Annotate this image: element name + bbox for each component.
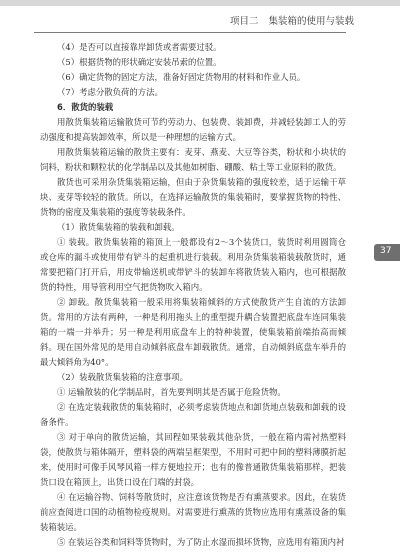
paragraph: ① 装载。散货集装箱的箱顶上一般都设有2～3个装货口，装货时利用圆筒仓或仓库的漏斗或使用带有铲斗的起重机进行装载。利用杂货集装箱装载散货时，通常要把箱门打开后，用皮带输送机或带铲斗的装卸车将散货装入箱内，也可根据散货的特性，用导管利用空气把货物吹入箱内。 xyxy=(40,237,346,292)
paragraph: （4）是否可以直接靠岸卸货或者需要过驳。 xyxy=(57,42,222,52)
paragraph: ② 卸载。散货集装箱一般采用将集装箱倾斜的方式使散货产生自流的方法卸货。常用的方法有两种，一种是利用拖头上的重型提升耦合装置把底盘车连同集装箱的一端一并举升；另一种是利用底盘车上的特种装置，使集装箱前端抬高而倾斜。现在国外常见的是用自动倾斜底盘车卸载散货。通常，自动倾斜底盘车举升的最大倾斜角为40°。 xyxy=(40,297,346,367)
page-header xyxy=(0,0,400,40)
paragraph: （2）装载散货集装箱的注意事项。 xyxy=(57,372,188,382)
paragraph: ① 运输散装的化学制品时，首先要判明其是否属于危险货物。 xyxy=(57,387,286,397)
section-heading: 6．散货的装载 xyxy=(57,102,114,112)
paragraph: 用散货集装箱运输散货可节约劳动力、包装费、装卸费，并减轻装卸工人的劳动强度和提高装卸效率，所以是一种理想的运输方式。 xyxy=(40,117,346,142)
header-rule xyxy=(34,32,346,33)
paragraph: 用散货集装箱运输的散货主要有：麦芽、燕麦、大豆等谷类，粉状和小块状的饲料，粉状和颗粒状的化学制品以及其他如树脂、硼酸、粘土等工业原料的散货。 xyxy=(40,147,346,172)
paragraph: （1）散货集装箱的装载和卸载。 xyxy=(57,222,180,232)
paragraph: ④ 在运输谷物、饲料等散货时，应注意该货物是否有熏蒸要求。因此，在装货前应查阅进口国的动植物检疫规则。对需要进行熏蒸的货物应选用有熏蒸设备的集装箱装运。 xyxy=(40,492,346,532)
paragraph: 散货也可采用杂货集装箱运输，但由于杂货集装箱的强度较差，适于运输干草块、麦芽等较轻的散货。所以，在选择运输散货的集装箱时，要掌握货物的特性、货物的密度及集装箱的强度等装载条件。 xyxy=(40,177,346,217)
header-gray-band xyxy=(0,0,400,6)
paragraph: ③ 对于单向的散货运输，其回程如果装载其他杂货，一般在箱内需衬热塑料袋，使散货与箱体隔开，塑料袋的两端呈框架型，不用时可把中间的塑料薄膜折起来，使用时可像手风琴风箱一样方便地拉开；也有的像普通散货集装箱那样，把装货口设在箱顶上，出货口设在门端的封袋。 xyxy=(40,432,346,487)
paragraph: ② 在选定装载散货的集装箱时，必须考虑装货地点和卸货地点装载和卸载的设备条件。 xyxy=(40,402,346,427)
paragraph: （5）根据货物的形状确定安装吊索的位置。 xyxy=(57,57,222,67)
page-number: 37 xyxy=(380,246,392,256)
paragraph: （6）确定货物的固定方法，准备好固定货物用的材料和作业人员。 xyxy=(57,72,306,82)
paragraph: ⑤ 在装运谷类和饲料等货物时，为了防止水湿而损坏货物，应选用有箱顶内衬 xyxy=(57,537,345,547)
running-header xyxy=(230,13,354,27)
document-body xyxy=(40,40,346,550)
page-number-tab xyxy=(374,244,400,261)
paragraph: （7）考虑分散负荷的方法。 xyxy=(57,87,163,97)
header-title: 集装箱的使用与装载 xyxy=(268,16,354,27)
header-chapter: 项目二 xyxy=(229,16,259,27)
